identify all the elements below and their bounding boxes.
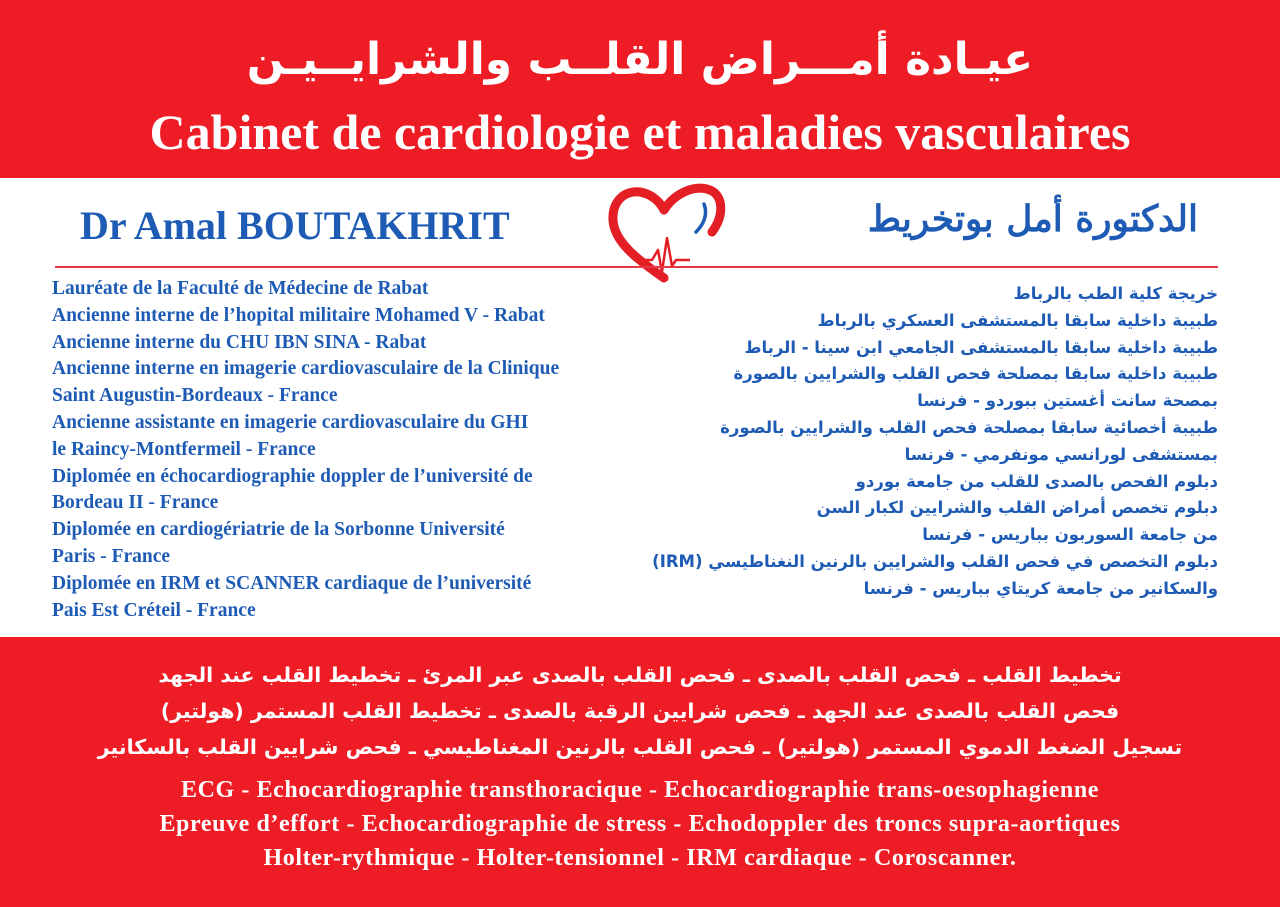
credential-item: Ancienne interne en imagerie cardiovasculaire de la Clinique [52,358,560,380]
service-line-fr: Holter-rythmique - Holter-tensionnel - IRM cardiaque - Coroscanner. [263,845,1017,871]
credential-item-ar: بمستشفى لورانسي مونفرمي - فرنسا [904,444,1218,464]
credential-item: Pais Est Créteil - France [52,599,256,621]
header-divider [55,266,1218,268]
credential-item: Ancienne interne de l’hopital militaire Mohamed V - Rabat [52,304,545,326]
credentials-list-french [52,276,652,624]
credential-item-ar: طبيبة داخلية سابقا بالمستشفى الجامعي ابن سينا - الرباط [744,337,1218,357]
service-line-fr: Epreuve d’effort - Echocardiographie de stress - Echodoppler des troncs supra-aortiques [159,811,1121,837]
credential-item-ar: خريجة كلية الطب بالرباط [1013,284,1218,303]
services-list-arabic [0,657,1280,765]
credential-item-ar: طبيبة داخلية سابقا بالمستشفى العسكري بالرباط [817,310,1218,330]
credential-item-ar: طبيبة داخلية سابقا بمصلحة فحص القلب والشرايين بالصورة [733,364,1218,384]
heart-outline-right [664,188,721,232]
services-list-french [0,773,1280,875]
credential-item: Bordeau II - France [52,492,219,514]
credential-item: Ancienne interne du CHU IBN SINA - Rabat [52,331,427,353]
credential-item-ar: دبلوم التخصص في فحص القلب والشرايين بالرنين النغناطيسي (IRM) [652,551,1218,571]
credential-item: Diplomée en IRM et SCANNER cardiaque de l’université [52,572,532,594]
credential-item-ar: دبلوم تخصص أمراض القلب والشرايين لكبار السن [816,498,1218,518]
credential-item-ar: دبلوم الفحص بالصدى للقلب من جامعة بوردو [855,471,1218,491]
service-line-fr: ECG - Echocardiographie transthoracique - Echocardiographie trans-oesophagienne [180,777,1100,803]
credential-item: Paris - France [52,545,171,567]
credential-item: le Raincy-Montfermeil - France [52,438,316,460]
credential-item: Lauréate de la Faculté de Médecine de Rabat [52,278,429,299]
credentials-list-arabic [618,281,1218,603]
credential-item-ar: بمصحة سانت أغستين ببوردو - فرنسا [917,391,1218,411]
clinic-title-arabic: عيـادة أمـــراض القلــب والشرايــيـن [246,34,1034,85]
service-line-ar: تخطيط القلب ـ فحص القلب بالصدى ـ فحص القلب بالصدى عبر المرئ ـ تخطيط القلب عند الجهد [158,663,1122,687]
service-line-ar: تسجيل الضغط الدموي المستمر (هولتير) ـ فحص القلب بالرنين المغناطيسي ـ فحص شرايين القلب بالسكانير [97,735,1183,759]
credential-item: Diplomée en cardiogériatrie de la Sorbonne Université [52,519,505,541]
doctor-name-arabic: الدكتورة أمل بوتخريط [867,198,1198,240]
service-line-ar: فحص القلب بالصدى عند الجهد ـ فحص شرايين الرقبة بالصدى ـ تخطيط القلب المستمر (هولتير) [160,699,1120,723]
credential-item: Diplomée en échocardiographie doppler de l’université de [52,465,533,487]
credential-item-ar: طبيبة أخصائية سابقا بمصلحة فحص القلب والشرايين بالصورة [720,417,1218,437]
credential-item-ar: والسكانير من جامعة كريتاي بباريس - فرنسا [863,578,1218,598]
credential-item: Ancienne assistante en imagerie cardiovasculaire du GHI [52,411,529,433]
credential-item: Saint Augustin-Bordeaux - France [52,385,338,407]
heart-ecg-icon [604,180,726,290]
clinic-title-french: Cabinet de cardiologie et maladies vasculaires [149,104,1131,160]
credential-item-ar: من جامعة السوربون بباريس - فرنسا [922,525,1218,545]
doctor-name-french: Dr Amal BOUTAKHRIT [80,203,510,248]
heart-accent-blue [696,204,706,232]
